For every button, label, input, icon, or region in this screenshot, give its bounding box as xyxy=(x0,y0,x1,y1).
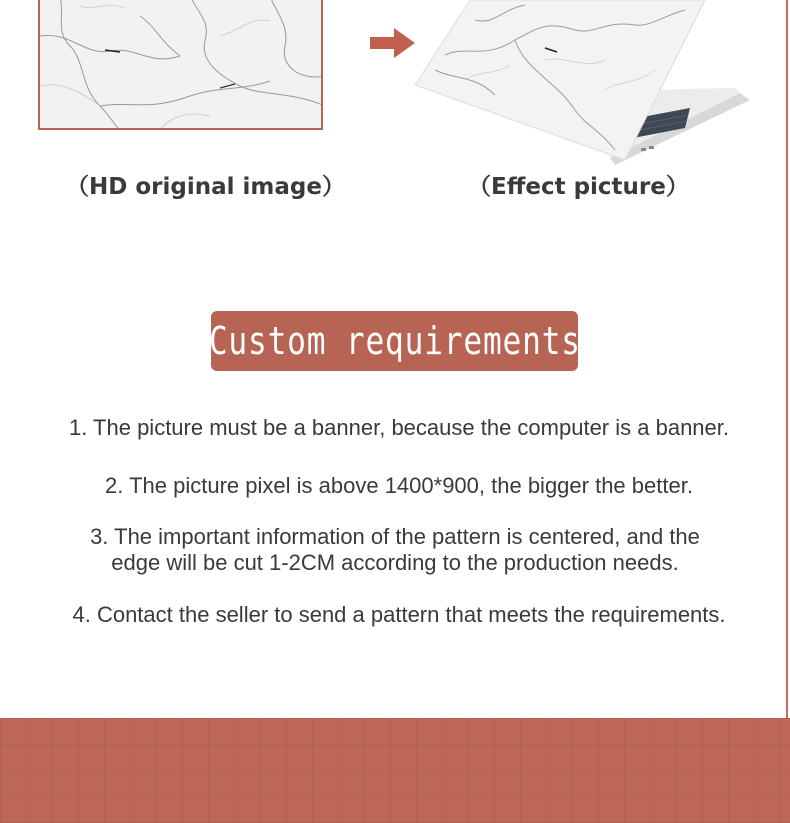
hd-original-caption: （HD original image） xyxy=(66,174,345,200)
laptop-effect-image xyxy=(405,0,755,174)
footer-grid-band xyxy=(0,718,790,823)
requirement-2: 2. The picture pixel is above 1400*900, the bigger the better. xyxy=(105,473,693,498)
requirement-3-line-2: edge will be cut 1-2CM according to the production needs. xyxy=(111,550,679,575)
requirement-1: 1. The picture must be a banner, because the computer is a banner. xyxy=(68,415,729,440)
requirement-4: 4. Contact the seller to send a pattern that meets the requirements. xyxy=(72,602,726,627)
requirement-3 xyxy=(0,524,790,576)
effect-picture-caption: （Effect picture） xyxy=(468,174,689,200)
hd-original-marble-image xyxy=(38,0,323,130)
banner-title: Custom requirements xyxy=(208,319,581,363)
custom-requirements-banner xyxy=(208,311,581,371)
requirement-3-line-1: 3. The important information of the pattern is centered, and the xyxy=(90,524,700,549)
